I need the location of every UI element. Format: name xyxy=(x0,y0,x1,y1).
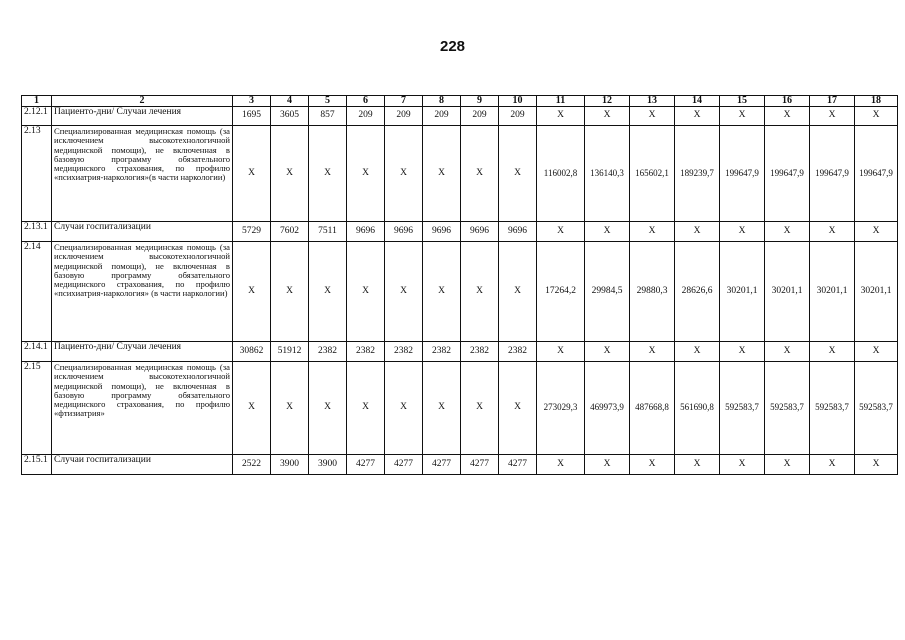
value-cell: 209 xyxy=(347,107,385,126)
value-cell: X xyxy=(461,362,499,455)
value-cell: X xyxy=(347,362,385,455)
value-cell: X xyxy=(630,222,675,242)
header-cell: 10 xyxy=(499,96,537,107)
header-cell: 18 xyxy=(855,96,898,107)
value-cell: 2382 xyxy=(461,342,499,362)
row-code-cell: 2.12.1 xyxy=(22,107,52,126)
value-cell: X xyxy=(720,222,765,242)
value-cell: 136140,3 xyxy=(585,126,630,222)
value-cell: X xyxy=(309,242,347,342)
header-cell: 3 xyxy=(233,96,271,107)
value-cell: X xyxy=(461,126,499,222)
header-cell: 4 xyxy=(271,96,309,107)
row-code-cell: 2.13 xyxy=(22,126,52,222)
value-cell: X xyxy=(630,455,675,475)
value-cell: X xyxy=(309,126,347,222)
value-cell: 2382 xyxy=(347,342,385,362)
value-cell: 9696 xyxy=(385,222,423,242)
value-cell: X xyxy=(271,126,309,222)
row-name-cell: Пациенто-дни/ Случаи лечения xyxy=(52,107,233,126)
value-cell: X xyxy=(385,362,423,455)
header-cell: 5 xyxy=(309,96,347,107)
value-cell: 9696 xyxy=(499,222,537,242)
header-cell: 15 xyxy=(720,96,765,107)
value-cell: 28626,6 xyxy=(675,242,720,342)
header-cell: 9 xyxy=(461,96,499,107)
value-cell: X xyxy=(810,222,855,242)
value-cell: 857 xyxy=(309,107,347,126)
value-cell: 2522 xyxy=(233,455,271,475)
header-cell: 12 xyxy=(585,96,630,107)
value-cell: X xyxy=(585,222,630,242)
value-cell: 30201,1 xyxy=(720,242,765,342)
value-cell: X xyxy=(233,242,271,342)
value-cell: 3900 xyxy=(309,455,347,475)
value-cell: 209 xyxy=(423,107,461,126)
value-cell: 30862 xyxy=(233,342,271,362)
value-cell: 4277 xyxy=(423,455,461,475)
value-cell: X xyxy=(537,222,585,242)
value-cell: X xyxy=(675,222,720,242)
value-cell: 592583,7 xyxy=(765,362,810,455)
value-cell: X xyxy=(347,242,385,342)
value-cell: 7602 xyxy=(271,222,309,242)
value-cell: 4277 xyxy=(461,455,499,475)
value-cell: X xyxy=(855,222,898,242)
value-cell: X xyxy=(585,455,630,475)
value-cell: X xyxy=(765,455,810,475)
table-body xyxy=(22,96,898,475)
value-cell: X xyxy=(855,107,898,126)
value-cell: X xyxy=(720,107,765,126)
table-row xyxy=(22,107,898,126)
value-cell: 29984,5 xyxy=(585,242,630,342)
row-name-cell: Пациенто-дни/ Случаи лечения xyxy=(52,342,233,362)
value-cell: X xyxy=(630,342,675,362)
value-cell: 209 xyxy=(461,107,499,126)
value-cell: X xyxy=(423,242,461,342)
header-cell: 17 xyxy=(810,96,855,107)
value-cell: 2382 xyxy=(499,342,537,362)
header-cell: 2 xyxy=(52,96,233,107)
table-row xyxy=(22,126,898,222)
value-cell: 199647,9 xyxy=(810,126,855,222)
value-cell: X xyxy=(630,107,675,126)
value-cell: X xyxy=(765,342,810,362)
value-cell: X xyxy=(855,455,898,475)
row-name-cell: Специализированная медицинская помощь (за исключением высокотехнологичной медицинской помощи), не включенная в базовую программу обязательного медицинского страхования, по профилю «фтизиатрия» xyxy=(52,362,233,455)
value-cell: 17264,2 xyxy=(537,242,585,342)
value-cell: 199647,9 xyxy=(765,126,810,222)
value-cell: X xyxy=(271,362,309,455)
header-cell: 6 xyxy=(347,96,385,107)
value-cell: 7511 xyxy=(309,222,347,242)
row-name-cell: Случаи госпитализации xyxy=(52,455,233,475)
value-cell: 209 xyxy=(499,107,537,126)
value-cell: X xyxy=(499,242,537,342)
value-cell: X xyxy=(461,242,499,342)
table-row xyxy=(22,242,898,342)
value-cell: X xyxy=(765,107,810,126)
header-cell: 1 xyxy=(22,96,52,107)
value-cell: X xyxy=(675,342,720,362)
value-cell: 165602,1 xyxy=(630,126,675,222)
value-cell: X xyxy=(810,342,855,362)
page-number: 228 xyxy=(439,38,466,55)
row-name-cell: Случаи госпитализации xyxy=(52,222,233,242)
value-cell: X xyxy=(347,126,385,222)
value-cell: 1695 xyxy=(233,107,271,126)
value-cell: 273029,3 xyxy=(537,362,585,455)
value-cell: 9696 xyxy=(461,222,499,242)
row-code-cell: 2.15.1 xyxy=(22,455,52,475)
value-cell: 592583,7 xyxy=(855,362,898,455)
value-cell: 5729 xyxy=(233,222,271,242)
value-cell: X xyxy=(675,455,720,475)
row-code-cell: 2.14.1 xyxy=(22,342,52,362)
value-cell: 4277 xyxy=(499,455,537,475)
value-cell: X xyxy=(499,126,537,222)
header-cell: 13 xyxy=(630,96,675,107)
table-row xyxy=(22,222,898,242)
value-cell: X xyxy=(855,342,898,362)
value-cell: 487668,8 xyxy=(630,362,675,455)
row-code-cell: 2.14 xyxy=(22,242,52,342)
header-cell: 11 xyxy=(537,96,585,107)
value-cell: X xyxy=(233,362,271,455)
value-cell: 3605 xyxy=(271,107,309,126)
value-cell: X xyxy=(385,242,423,342)
value-cell: X xyxy=(720,455,765,475)
value-cell: X xyxy=(385,126,423,222)
value-cell: X xyxy=(233,126,271,222)
value-cell: 30201,1 xyxy=(810,242,855,342)
table-row xyxy=(22,362,898,455)
value-cell: 189239,7 xyxy=(675,126,720,222)
table-header-row xyxy=(22,96,898,107)
value-cell: 4277 xyxy=(385,455,423,475)
value-cell: 2382 xyxy=(309,342,347,362)
value-cell: 30201,1 xyxy=(765,242,810,342)
table-row xyxy=(22,455,898,475)
value-cell: 9696 xyxy=(423,222,461,242)
row-name-cell: Специализированная медицинская помощь (за исключением высокотехнологичной медицинской помощи), не включенная в базовую программу обязательного медицинского страхования, по профилю «психиатрия-наркология» (в части наркологии) xyxy=(52,242,233,342)
value-cell: X xyxy=(499,362,537,455)
value-cell: 30201,1 xyxy=(855,242,898,342)
value-cell: X xyxy=(423,362,461,455)
value-cell: 469973,9 xyxy=(585,362,630,455)
header-cell: 16 xyxy=(765,96,810,107)
value-cell: 209 xyxy=(385,107,423,126)
budget-table xyxy=(21,95,898,475)
value-cell: X xyxy=(537,455,585,475)
value-cell: X xyxy=(720,342,765,362)
value-cell: 4277 xyxy=(347,455,385,475)
row-code-cell: 2.15 xyxy=(22,362,52,455)
value-cell: 2382 xyxy=(423,342,461,362)
value-cell: 9696 xyxy=(347,222,385,242)
value-cell: 51912 xyxy=(271,342,309,362)
value-cell: 199647,9 xyxy=(720,126,765,222)
value-cell: 29880,3 xyxy=(630,242,675,342)
value-cell: 592583,7 xyxy=(810,362,855,455)
row-name-cell: Специализированная медицинская помощь (за исключением высокотехнологичной медицинской помощи), не включенная в базовую программу обязательного медицинского страхования, по профилю «психиатрия-наркология»(в части наркологии) xyxy=(52,126,233,222)
value-cell: 561690,8 xyxy=(675,362,720,455)
value-cell: 2382 xyxy=(385,342,423,362)
value-cell: X xyxy=(309,362,347,455)
value-cell: X xyxy=(585,107,630,126)
value-cell: X xyxy=(675,107,720,126)
value-cell: X xyxy=(537,342,585,362)
value-cell: 116002,8 xyxy=(537,126,585,222)
value-cell: X xyxy=(585,342,630,362)
value-cell: 199647,9 xyxy=(855,126,898,222)
value-cell: X xyxy=(810,455,855,475)
value-cell: 3900 xyxy=(271,455,309,475)
value-cell: X xyxy=(765,222,810,242)
header-cell: 7 xyxy=(385,96,423,107)
value-cell: X xyxy=(810,107,855,126)
row-code-cell: 2.13.1 xyxy=(22,222,52,242)
value-cell: X xyxy=(423,126,461,222)
header-cell: 14 xyxy=(675,96,720,107)
header-cell: 8 xyxy=(423,96,461,107)
value-cell: 592583,7 xyxy=(720,362,765,455)
table-row xyxy=(22,342,898,362)
value-cell: X xyxy=(537,107,585,126)
value-cell: X xyxy=(271,242,309,342)
